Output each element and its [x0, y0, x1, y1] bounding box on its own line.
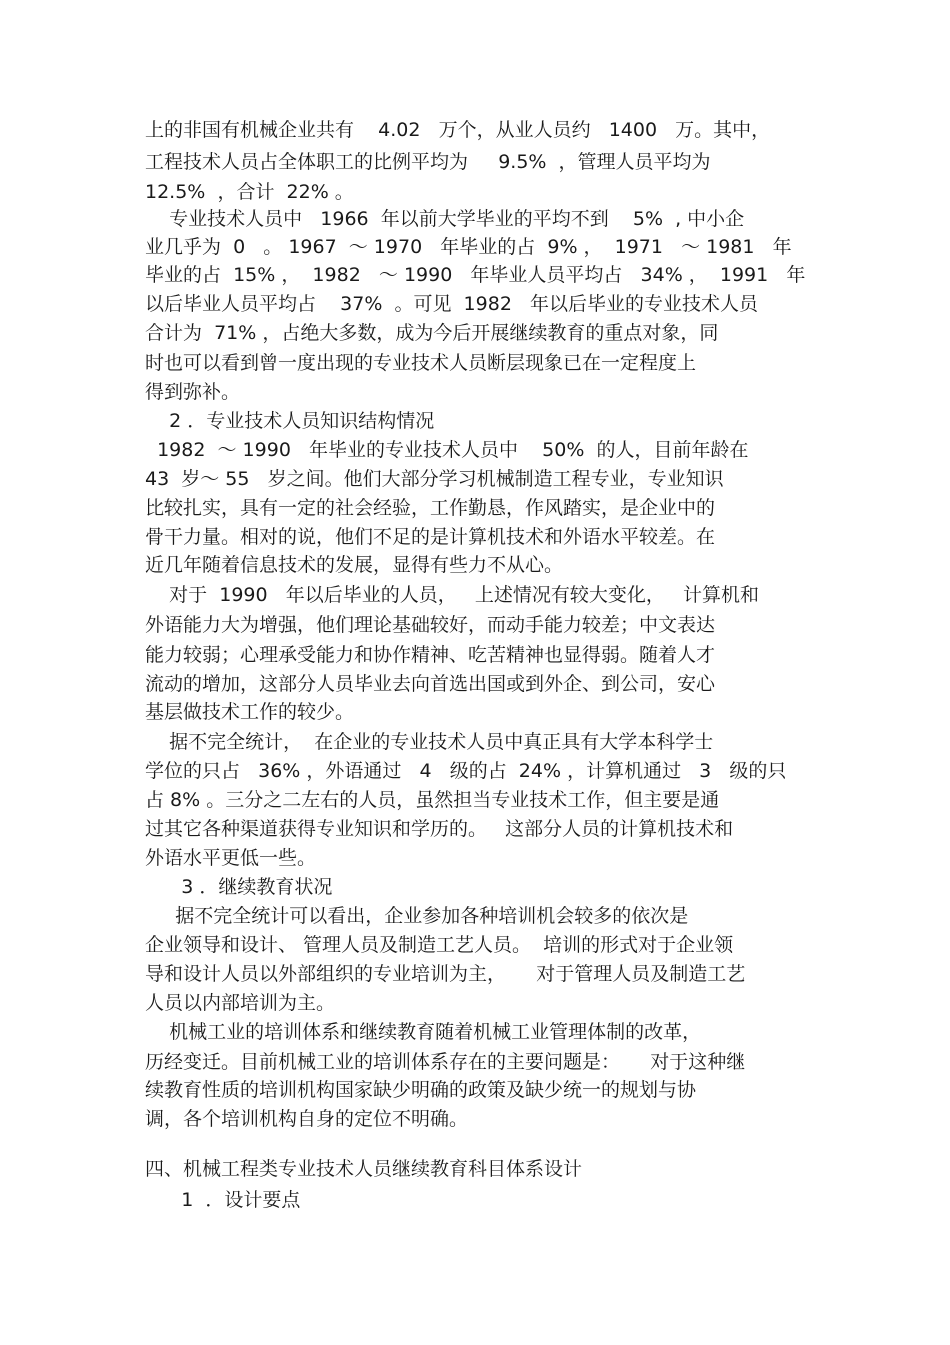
text-line: 近几年随着信息技术的发展，显得有些力不从心。 — [145, 554, 564, 576]
section-heading: 2 ．专业技术人员知识结构情况 — [145, 410, 435, 432]
text-line: 时也可以看到曾一度出现的专业技术人员断层现象已在一定程度上 — [145, 352, 697, 374]
text-line: 占 8% 。三分之二左右的人员，虽然担当专业技术工作，但主要是通 — [145, 789, 720, 811]
text-line: 机械工业的培训体系和继续教育随着机械工业管理体制的改革， — [145, 1021, 702, 1043]
text-line: 专业技术人员中 1966 年以前大学毕业的平均不到 5% , 中小企 — [145, 208, 745, 230]
text-line: 学位的只占 36% ，外语通过 4 级的占 24% ，计算机通过 3 级的只 — [145, 760, 787, 782]
text-line: 外语水平更低一些。 — [145, 847, 317, 869]
text-line: 得到弥补。 — [145, 381, 241, 403]
text-line: 工程技术人员占全体职工的比例平均为 9.5% ，管理人员平均为 — [145, 151, 711, 173]
text-line: 12.5% ，合计 22% 。 — [145, 181, 354, 203]
text-line: 能力较弱；心理承受能力和协作精神、吃苦精神也显得弱。随着人才 — [145, 644, 716, 666]
text-line: 历经变迁。目前机械工业的培训体系存在的主要问题是： 对于这种继 — [145, 1051, 746, 1073]
text-line: 上的非国有机械企业共有 4.02 万个，从业人员约 1400 万。其中， — [145, 119, 771, 141]
text-line: 调，各个培训机构自身的定位不明确。 — [145, 1108, 469, 1130]
text-line: 对于 1990 年以后毕业的人员， 上述情况有较大变化， 计算机和 — [145, 584, 759, 606]
section-heading: 3 ．继续教育状况 — [145, 876, 333, 898]
text-line: 人员以内部培训为主。 — [145, 992, 336, 1014]
text-line: 据不完全统计可以看出，企业参加各种培训机会较多的依次是 — [145, 905, 689, 927]
text-line: 以后毕业人员平均占 37% 。可见 1982 年以后毕业的专业技术人员 — [145, 293, 759, 315]
text-line: 毕业的占 15% ， 1982 ～ 1990 年毕业人员平均占 34% ， 1991 年 — [145, 264, 806, 286]
text-line: 业几乎为 0 。 1967 ～ 1970 年毕业的占 9% ， 1971 ～ 1981 年 — [145, 236, 792, 258]
text-line: 43 岁～ 55 岁之间。他们大部分学习机械制造工程专业，专业知识 — [145, 468, 724, 490]
chapter-heading: 四、机械工程类专业技术人员继续教育科目体系设计 — [145, 1158, 583, 1180]
text-line: 企业领导和设计、 管理人员及制造工艺人员。 培训的形式对于企业领 — [145, 934, 734, 956]
text-line: 流动的增加，这部分人员毕业去向首选出国或到外企、到公司，安心 — [145, 673, 716, 695]
text-line: 合计为 71% ，占绝大多数，成为今后开展继续教育的重点对象，同 — [145, 322, 719, 344]
text-line: 过其它各种渠道获得专业知识和学历的。 这部分人员的计算机技术和 — [145, 818, 734, 840]
section-heading: 1 ．设计要点 — [145, 1189, 301, 1211]
text-line: 导和设计人员以外部组织的专业培训为主， 对于管理人员及制造工艺 — [145, 963, 746, 985]
text-line: 据不完全统计， 在企业的专业技术人员中真正具有大学本科学士 — [145, 731, 714, 753]
text-line: 骨干力量。相对的说，他们不足的是计算机技术和外语水平较差。在 — [145, 526, 716, 548]
text-line: 1982 ～ 1990 年毕业的专业技术人员中 50% 的人，目前年龄在 — [145, 439, 749, 461]
text-line: 基层做技术工作的较少。 — [145, 701, 355, 723]
text-line: 比较扎实，具有一定的社会经验，工作勤恳，作风踏实，是企业中的 — [145, 497, 716, 519]
text-line: 续教育性质的培训机构国家缺少明确的政策及缺少统一的规划与协 — [145, 1079, 697, 1101]
text-line: 外语能力大为增强，他们理论基础较好，而动手能力较差；中文表达 — [145, 614, 716, 636]
